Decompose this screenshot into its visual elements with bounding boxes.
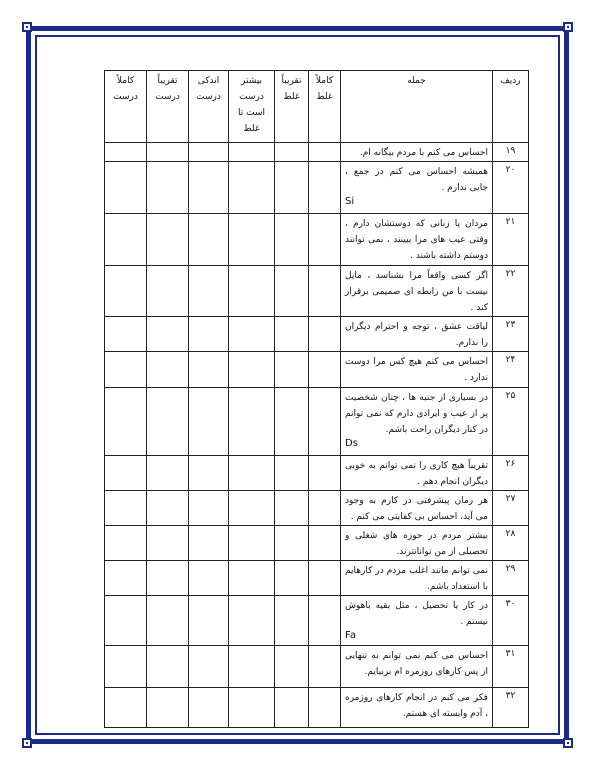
row-number: ۲۹ — [493, 561, 529, 596]
header-completely-true: کاملاً درست — [105, 71, 147, 143]
answer-completely-true[interactable] — [105, 317, 147, 352]
answer-mostly-false[interactable] — [275, 352, 309, 388]
answer-completely-true[interactable] — [105, 688, 147, 728]
table-row — [105, 388, 529, 456]
statement-cell — [341, 456, 493, 491]
statement-cell — [341, 266, 493, 317]
row-number: ۳۰ — [493, 596, 529, 646]
answer-more-true-than-false[interactable] — [229, 491, 275, 526]
answer-mostly-true[interactable] — [147, 352, 189, 388]
table-row — [105, 526, 529, 561]
corner-ornament — [563, 22, 573, 32]
answer-mostly-false[interactable] — [275, 214, 309, 266]
statement-cell — [341, 143, 493, 162]
answer-completely-false[interactable] — [309, 596, 341, 646]
answer-more-true-than-false[interactable] — [229, 688, 275, 728]
answer-completely-true[interactable] — [105, 214, 147, 266]
answer-completely-false[interactable] — [309, 526, 341, 561]
answer-mostly-true[interactable] — [147, 646, 189, 688]
answer-completely-true[interactable] — [105, 352, 147, 388]
answer-more-true-than-false[interactable] — [229, 352, 275, 388]
row-number: ۳۲ — [493, 688, 529, 728]
answer-completely-false[interactable] — [309, 352, 341, 388]
answer-slightly-true[interactable] — [189, 214, 229, 266]
statement-text: فکر می کنم در انجام کارهای روزمره ، آدم وابسته ای هستم. — [345, 693, 488, 719]
answer-completely-true[interactable] — [105, 526, 147, 561]
answer-mostly-false[interactable] — [275, 143, 309, 162]
answer-mostly-false[interactable] — [275, 561, 309, 596]
answer-mostly-false[interactable] — [275, 456, 309, 491]
statement-text: در بسیاری از جنبه ها ، چنان شخصیت پر از عیب و ایرادی دارم که نمی توانم در کنار دیگران راحت باشم. — [345, 393, 488, 435]
statement-text: در کار یا تحصیل ، مثل بقیه باهوش نیستم . — [345, 601, 488, 627]
answer-completely-true[interactable] — [105, 596, 147, 646]
answer-more-true-than-false[interactable] — [229, 266, 275, 317]
answer-completely-true[interactable] — [105, 162, 147, 214]
answer-slightly-true[interactable] — [189, 526, 229, 561]
statement-text: نمی توانم مانند اغلب مردم در کارهایم با استعداد باشم. — [345, 566, 488, 592]
answer-completely-false[interactable] — [309, 266, 341, 317]
answer-completely-false[interactable] — [309, 162, 341, 214]
answer-slightly-true[interactable] — [189, 456, 229, 491]
header-row — [105, 71, 529, 143]
answer-more-true-than-false[interactable] — [229, 143, 275, 162]
answer-mostly-true[interactable] — [147, 214, 189, 266]
table-row — [105, 266, 529, 317]
corner-ornament — [563, 738, 573, 748]
answer-more-true-than-false[interactable] — [229, 214, 275, 266]
header-mostly-false: تقریباً غلط — [275, 71, 309, 143]
statement-text: احساس می کنم نمی توانم به تنهایی از پس کارهای روزمره ام بربیایم. — [345, 651, 488, 677]
answer-mostly-true[interactable] — [147, 143, 189, 162]
answer-mostly-false[interactable] — [275, 266, 309, 317]
statement-cell — [341, 526, 493, 561]
statement-text: اگر کسی واقعاً مرا بشناسد ، مایل نیست با من رابطه ای صمیمی برقرار کند . — [345, 271, 488, 313]
answer-slightly-true[interactable] — [189, 266, 229, 317]
table-row — [105, 456, 529, 491]
answer-slightly-true[interactable] — [189, 688, 229, 728]
statement-cell — [341, 646, 493, 688]
statement-cell — [341, 162, 493, 214]
header-row-number: ردیف — [493, 71, 529, 143]
answer-completely-false[interactable] — [309, 317, 341, 352]
answer-mostly-false[interactable] — [275, 317, 309, 352]
answer-mostly-false[interactable] — [275, 491, 309, 526]
answer-mostly-false[interactable] — [275, 646, 309, 688]
answer-completely-false[interactable] — [309, 561, 341, 596]
row-number: ۱۹ — [493, 143, 529, 162]
answer-slightly-true[interactable] — [189, 646, 229, 688]
answer-more-true-than-false[interactable] — [229, 646, 275, 688]
statement-cell — [341, 561, 493, 596]
answer-more-true-than-false[interactable] — [229, 561, 275, 596]
row-number: ۲۲ — [493, 266, 529, 317]
table-row — [105, 143, 529, 162]
answer-completely-false[interactable] — [309, 688, 341, 728]
answer-more-true-than-false[interactable] — [229, 596, 275, 646]
statement-text: مردان یا زنانی که دوستشان دارم ، وقتی عیب های مرا ببینند ، نمی توانند دوستم داشته باشند . — [345, 219, 488, 261]
table-row — [105, 561, 529, 596]
answer-more-true-than-false[interactable] — [229, 317, 275, 352]
answer-slightly-true[interactable] — [189, 162, 229, 214]
statement-text: همیشه احساس می کنم در جمع ، جایی ندارم . — [345, 167, 488, 193]
answer-completely-false[interactable] — [309, 214, 341, 266]
row-number: ۲۳ — [493, 317, 529, 352]
answer-mostly-true[interactable] — [147, 388, 189, 456]
statement-text: احساس می کنم هیچ کس مرا دوست ندارد . — [345, 357, 488, 383]
answer-completely-false[interactable] — [309, 456, 341, 491]
header-more-true-than-false: بیشتر درست است تا غلط — [229, 71, 275, 143]
corner-ornament — [22, 22, 32, 32]
statement-text: احساس می کنم با مردم بیگانه ام. — [359, 148, 488, 158]
statement-cell — [341, 388, 493, 456]
answer-more-true-than-false[interactable] — [229, 162, 275, 214]
answer-slightly-true[interactable] — [189, 561, 229, 596]
header-completely-false: کاملاً غلط — [309, 71, 341, 143]
answer-slightly-true[interactable] — [189, 143, 229, 162]
row-number: ۲۸ — [493, 526, 529, 561]
answer-slightly-true[interactable] — [189, 352, 229, 388]
answer-completely-true[interactable] — [105, 456, 147, 491]
statement-cell — [341, 491, 493, 526]
answer-mostly-true[interactable] — [147, 266, 189, 317]
statement-text: هر زمان پیشرفتی در کارم به وجود می آید، احساس بی کفایتی می کنم . — [345, 496, 488, 522]
scale-code: Fa — [345, 630, 356, 641]
statement-text: بیشتر مردم در حوزه های شغلی و تحصیلی از من توانانترند. — [345, 531, 488, 557]
answer-more-true-than-false[interactable] — [229, 388, 275, 456]
header-mostly-true: تقریباً درست — [147, 71, 189, 143]
answer-completely-false[interactable] — [309, 646, 341, 688]
statement-cell — [341, 596, 493, 646]
answer-mostly-false[interactable] — [275, 388, 309, 456]
answer-mostly-false[interactable] — [275, 526, 309, 561]
answer-mostly-true[interactable] — [147, 526, 189, 561]
statement-text: لیاقت عشق ، توجه و احترام دیگران را ندارم. — [345, 322, 488, 348]
answer-mostly-false[interactable] — [275, 688, 309, 728]
answer-mostly-true[interactable] — [147, 596, 189, 646]
table-row — [105, 162, 529, 214]
row-number: ۲۰ — [493, 162, 529, 214]
table-row — [105, 352, 529, 388]
answer-slightly-true[interactable] — [189, 491, 229, 526]
row-number: ۳۱ — [493, 646, 529, 688]
corner-ornament — [22, 738, 32, 748]
answer-completely-true[interactable] — [105, 266, 147, 317]
table-row — [105, 214, 529, 266]
table-row — [105, 491, 529, 526]
table-row — [105, 596, 529, 646]
answer-completely-true[interactable] — [105, 646, 147, 688]
statement-cell — [341, 214, 493, 266]
answer-mostly-true[interactable] — [147, 688, 189, 728]
statement-text: تقریباً هیچ کاری را نمی توانم به خوبی دیگران انجام دهم . — [345, 461, 488, 487]
answer-mostly-true[interactable] — [147, 491, 189, 526]
header-sentence: جمله — [341, 71, 493, 143]
answer-completely-false[interactable] — [309, 491, 341, 526]
row-number: ۲۵ — [493, 388, 529, 456]
row-number: ۲۶ — [493, 456, 529, 491]
answer-completely-false[interactable] — [309, 143, 341, 162]
answer-mostly-false[interactable] — [275, 162, 309, 214]
answer-completely-true[interactable] — [105, 143, 147, 162]
answer-mostly-true[interactable] — [147, 317, 189, 352]
table-row — [105, 688, 529, 728]
statement-cell — [341, 317, 493, 352]
table-row — [105, 646, 529, 688]
header-slightly-true: اندکی درست — [189, 71, 229, 143]
row-number: ۲۴ — [493, 352, 529, 388]
answer-mostly-true[interactable] — [147, 456, 189, 491]
answer-completely-true[interactable] — [105, 491, 147, 526]
answer-slightly-true[interactable] — [189, 388, 229, 456]
answer-completely-true[interactable] — [105, 561, 147, 596]
statement-cell — [341, 352, 493, 388]
answer-slightly-true[interactable] — [189, 596, 229, 646]
answer-more-true-than-false[interactable] — [229, 456, 275, 491]
answer-mostly-true[interactable] — [147, 561, 189, 596]
answer-slightly-true[interactable] — [189, 317, 229, 352]
row-number: ۲۱ — [493, 214, 529, 266]
answer-completely-false[interactable] — [309, 388, 341, 456]
scale-code: Si — [345, 196, 355, 207]
questionnaire-table — [104, 70, 529, 728]
scale-code: Ds — [345, 438, 358, 449]
table-row — [105, 317, 529, 352]
answer-completely-true[interactable] — [105, 388, 147, 456]
row-number: ۲۷ — [493, 491, 529, 526]
statement-cell — [341, 688, 493, 728]
answer-mostly-false[interactable] — [275, 596, 309, 646]
answer-mostly-true[interactable] — [147, 162, 189, 214]
answer-more-true-than-false[interactable] — [229, 526, 275, 561]
